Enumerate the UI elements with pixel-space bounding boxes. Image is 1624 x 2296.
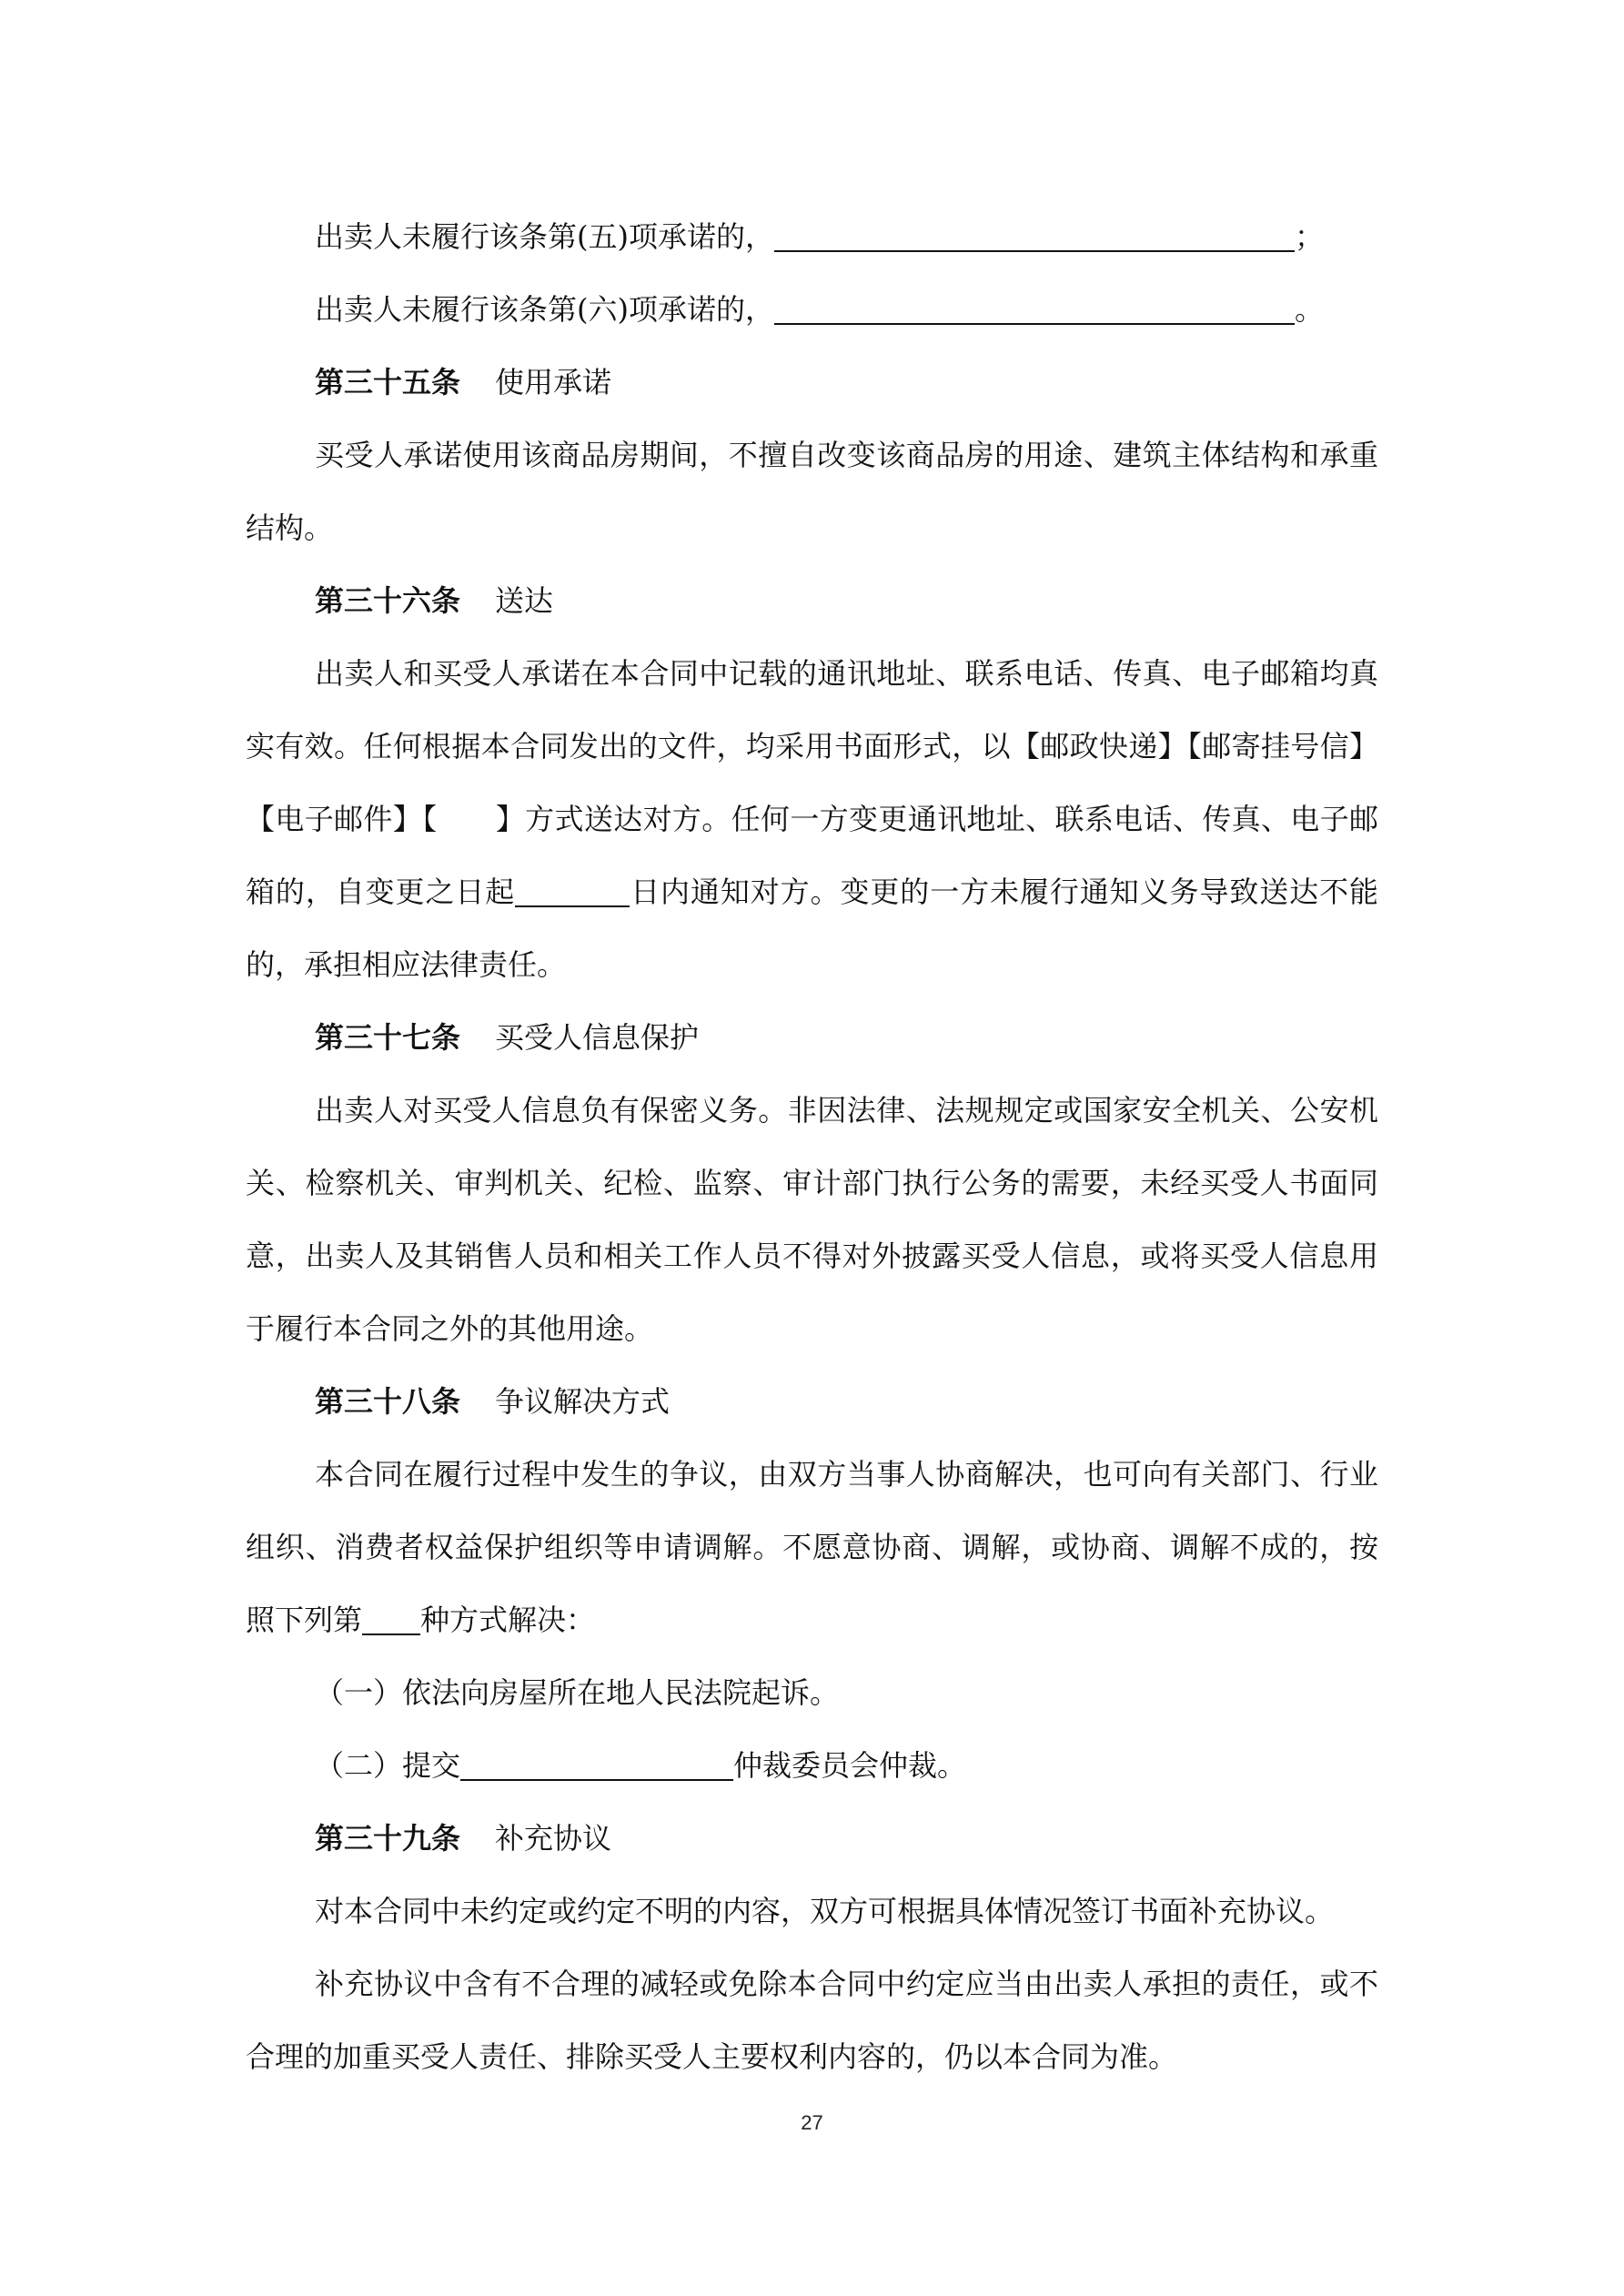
page-content — [246, 200, 1378, 2093]
clause-37-body: 出卖人对买受人信息负有保密义务。非因法律、法规规定或国家安全机关、公安机关、检察机关、审判机关、纪检、监察、审计部门执行公务的需要，未经买受人书面同意，出卖人及其销售人员和相关工作人员不得对外披露买受人信息，或将买受人信息用于履行本合同之外的其他用途。 — [246, 1093, 1378, 1346]
clause-34-item5-end: ； — [1294, 219, 1324, 254]
clause-38-option-2-prefix: （二）提交 — [315, 1748, 461, 1783]
clause-35-body: 买受人承诺使用该商品房期间，不擅自改变该商品房的用途、建筑主体结构和承重结构。 — [246, 438, 1378, 545]
clause-34-item5-line — [246, 200, 1378, 273]
clause-34-item6-line — [246, 273, 1378, 346]
clause-39-title: 补充协议 — [495, 1821, 612, 1856]
clause-36-body-part3: 日内通知对方。变更的一方未履行通知义务导致送达不能的，承担相应法律责任。 — [246, 875, 1378, 982]
clause-36-body — [246, 637, 1378, 1001]
clause-36-heading — [246, 564, 1378, 637]
clause-36-body-part1: 出卖人和买受人承诺在本合同中记载的通讯地址、联系电话、传真、电子邮箱均真实有效。任何根据本合同发出的文件，均采用书面形式，以【邮政快递】【邮寄挂号信】【电子邮件】【 — [246, 656, 1378, 836]
clause-37-title: 买受人信息保护 — [495, 1020, 700, 1055]
clause-38-option-2 — [246, 1729, 1378, 1802]
clause-35-number: 第三十五条 — [315, 365, 461, 400]
clause-36-days-blank[interactable] — [515, 875, 630, 907]
clause-38-option-2-suffix: 仲裁委员会仲裁。 — [733, 1748, 967, 1783]
clause-37-heading — [246, 1001, 1378, 1074]
clause-38-arbitration-blank[interactable] — [460, 1748, 733, 1781]
clause-38-option-1: （一）依法向房屋所在地人民法院起诉。 — [315, 1675, 840, 1710]
clause-36-body-part2: 】方式送达对方。任何一方变更通讯地址、联系电话、传真、电子邮箱的，自变更之日起 — [246, 802, 1378, 909]
clause-34-item6-end: 。 — [1294, 292, 1324, 327]
clause-38-body — [246, 1438, 1378, 1656]
clause-35-title: 使用承诺 — [495, 365, 612, 400]
clause-38-number: 第三十八条 — [315, 1384, 461, 1419]
clause-39-heading — [246, 1802, 1378, 1875]
clause-38-body-part1: 本合同在履行过程中发生的争议，由双方当事人协商解决，也可向有关部门、行业组织、消费者权益保护组织等申请调解。不愿意协商、调解，或协商、调解不成的，按照下列第 — [246, 1457, 1378, 1637]
clause-36-title: 送达 — [495, 583, 554, 618]
clause-36-number: 第三十六条 — [315, 583, 461, 618]
clause-38-title: 争议解决方式 — [495, 1384, 671, 1419]
clause-35-heading — [246, 346, 1378, 419]
clause-38-choice-blank[interactable] — [362, 1603, 420, 1635]
clause-38-body-part2: 种方式解决： — [420, 1603, 596, 1637]
clause-39-number: 第三十九条 — [315, 1821, 461, 1856]
clause-34-item5-text: 出卖人未履行该条第(五)项承诺的， — [315, 219, 774, 254]
clause-39-body-2: 补充协议中含有不合理的减轻或免除本合同中约定应当由出卖人承担的责任，或不合理的加重买受人责任、排除买受人主要权利内容的，仍以本合同为准。 — [246, 1967, 1378, 2074]
clause-39-body-1: 对本合同中未约定或约定不明的内容，双方可根据具体情况签订书面补充协议。 — [315, 1894, 1335, 1928]
clause-37-number: 第三十七条 — [315, 1020, 461, 1055]
clause-38-heading — [246, 1365, 1378, 1438]
clause-34-item6-text: 出卖人未履行该条第(六)项承诺的， — [315, 292, 774, 327]
clause-34-item6-blank[interactable] — [774, 292, 1295, 325]
page-number: 27 — [801, 2111, 823, 2134]
clause-34-item5-blank[interactable] — [774, 219, 1295, 252]
